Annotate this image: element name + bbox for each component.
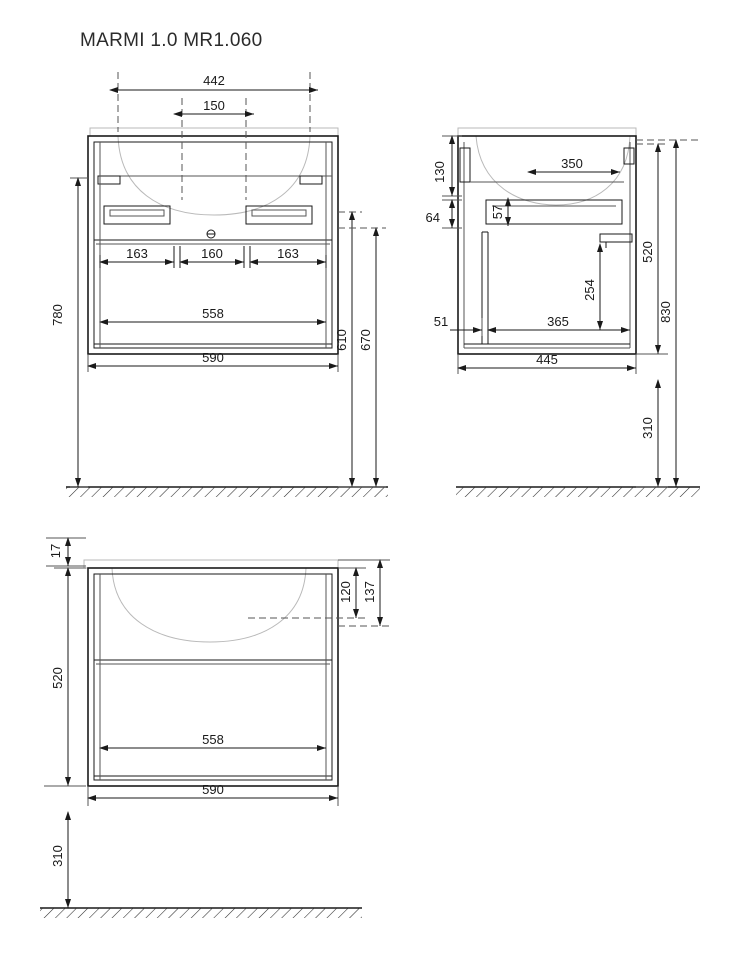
front-dimension-labels xyxy=(50,73,373,365)
dim-160: 160 xyxy=(201,246,223,261)
dim-590-front: 590 xyxy=(202,350,224,365)
dim-163-right: 163 xyxy=(277,246,299,261)
dim-137: 137 xyxy=(362,581,377,603)
dim-830: 830 xyxy=(658,301,673,323)
dim-51: 51 xyxy=(433,314,449,329)
page-title: MARMI 1.0 MR1.060 xyxy=(80,30,263,51)
dim-120: 120 xyxy=(338,581,353,603)
dim-365: 365 xyxy=(547,314,569,329)
floor-hatch-right xyxy=(456,487,700,497)
dim-350: 350 xyxy=(561,156,583,171)
dim-150: 150 xyxy=(203,98,225,113)
dim-780: 780 xyxy=(50,304,65,326)
floor-hatch-bottom xyxy=(40,908,362,918)
dim-130: 130 xyxy=(432,161,447,183)
floor-hatch-left xyxy=(66,487,388,497)
dim-310-side: 310 xyxy=(640,417,655,439)
dim-442: 442 xyxy=(203,73,225,88)
dim-520-side: 520 xyxy=(640,241,655,263)
dim-670: 670 xyxy=(358,329,373,351)
dim-64: 64 xyxy=(425,210,440,225)
dim-610: 610 xyxy=(334,329,349,351)
dim-590-top: 590 xyxy=(202,782,224,797)
dim-163-left: 163 xyxy=(126,246,148,261)
dim-17: 17 xyxy=(48,543,63,559)
dim-310-top: 310 xyxy=(50,845,65,867)
dim-520-top: 520 xyxy=(50,667,65,689)
dim-558-top: 558 xyxy=(202,732,224,747)
dim-57: 57 xyxy=(490,204,505,220)
top-dimension-labels xyxy=(48,544,377,867)
dim-254: 254 xyxy=(582,279,597,301)
dim-558-front: 558 xyxy=(202,306,224,321)
top-view-geometry xyxy=(84,560,338,786)
dim-445: 445 xyxy=(536,352,558,367)
